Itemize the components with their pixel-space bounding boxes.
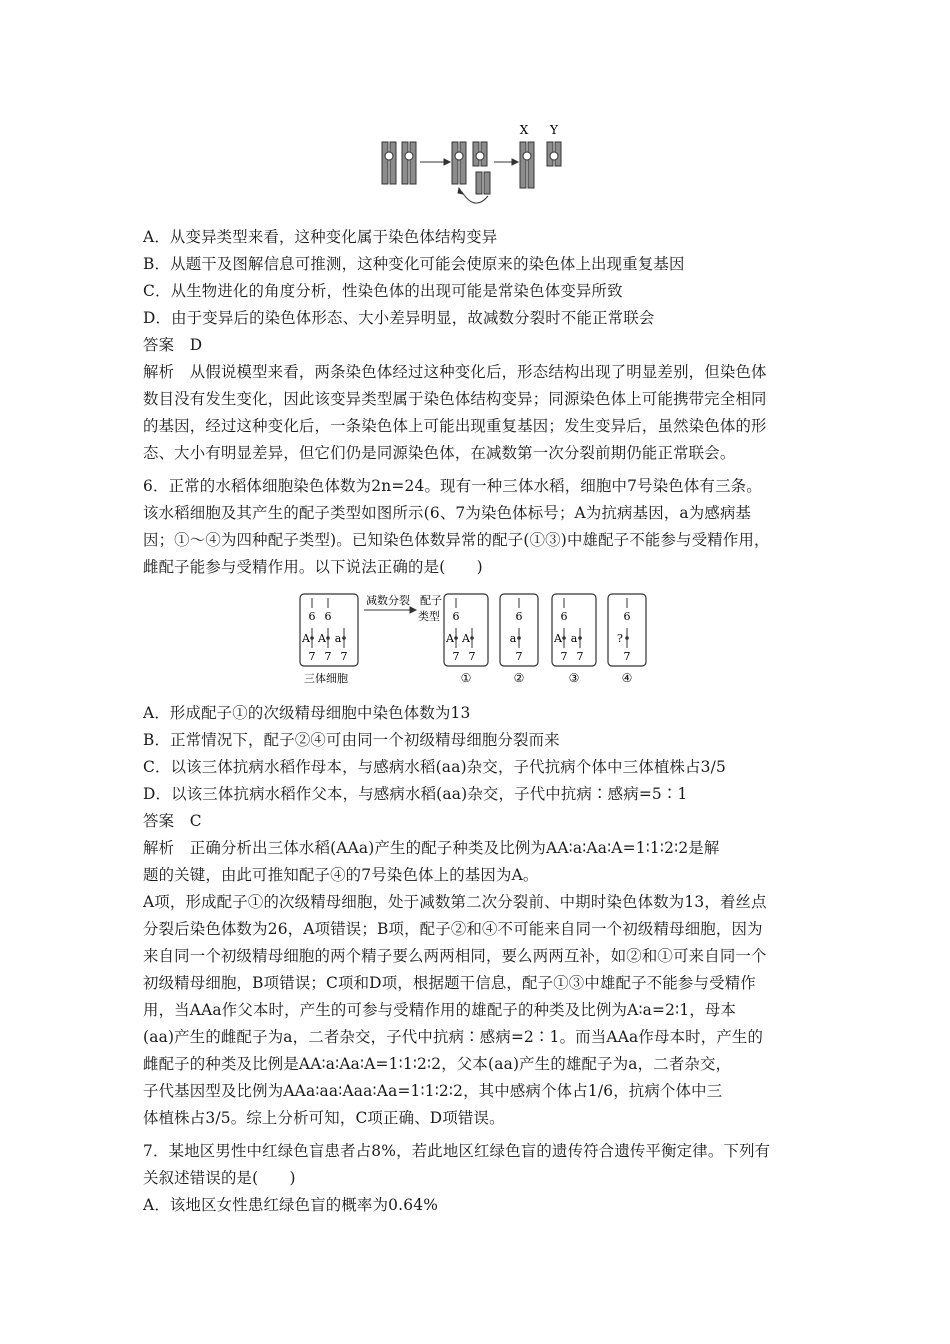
q6-analysis-line: A项，形成配子①的次级精母细胞，处于减数第二次分裂前、中期时染色体数为13，着丝点: [143, 893, 767, 911]
q6-analysis-line: (aa)产生的雌配子为a，二者杂交，子代中抗病∶感病=2∶1。而当AAa作母本时，产生的: [143, 1028, 764, 1046]
q5-analysis-line: 数目没有发生变化，因此该变异类型属于染色体结构变异；同源染色体上可能携带完全相同: [143, 390, 767, 408]
meiosis-arrow-label: 减数分裂: [366, 594, 410, 607]
chromosome-bar: [402, 142, 408, 184]
chromosome-6-label: 6: [324, 610, 332, 623]
q6-option-c: C．以该三体抗病水稻作母本，与感病水稻(aa)杂交，子代抗病个体中三体植株占3/5: [143, 758, 726, 776]
chromosome-7-label: 7: [515, 650, 523, 663]
chromosome-6-label: 6: [560, 610, 568, 623]
q5-option-c: C．从生物进化的角度分析，性染色体的出现可能是常染色体变异所致: [143, 282, 623, 300]
chromosome-7-label: 7: [324, 650, 332, 663]
q5-option-d: D．由于变异后的染色体形态、大小差异明显，故减数分裂时不能正常联会: [143, 309, 655, 327]
gene-label: ?: [617, 632, 623, 645]
gamete-box-1: [444, 594, 488, 666]
chromosome-bar: [410, 142, 416, 184]
q6-option-d: D．以该三体抗病水稻作父本，与感病水稻(aa)杂交，子代中抗病∶感病=5∶1: [143, 785, 688, 803]
chromosome-7-label: 7: [560, 650, 568, 663]
chromosome-bar: [484, 172, 490, 194]
gamete-box-3: [552, 594, 596, 666]
q6-analysis-line: 来自同一个初级精母细胞的两个精子要么两两相同，要么两两互补，如②和①可来自同一个: [143, 947, 767, 965]
gene-label: a: [570, 632, 578, 645]
chromosome-bar: [382, 142, 388, 184]
q6-stem-line: 因；①～④为四种配子类型)。已知染色体数异常的配子(①③)中雄配子不能参与受精作用，: [143, 531, 770, 549]
q6-analysis-line: 雌配子的种类及比例是AA∶a∶Aa∶A=1∶1∶2∶2，父本(aa)产生的雄配子为a，二者杂交，: [143, 1055, 732, 1073]
gene-label: a: [334, 632, 342, 645]
chromosome-bar: [528, 142, 534, 188]
chromosome-7-label: 7: [468, 650, 476, 663]
chromosome-bar: [520, 142, 526, 188]
trisomic-cell-caption: 三体细胞: [304, 672, 348, 685]
chromosome-6-label: 6: [452, 610, 460, 623]
q6-stem-line: 雌配子能参与受精作用。以下说法正确的是( ): [143, 558, 483, 576]
q6-stem-line: 该水稻细胞及其产生的配子类型如图所示(6、7为染色体标号；A为抗病基因，a为感病基: [143, 504, 752, 522]
gene-label: A: [302, 632, 310, 645]
q6-option-a: A．形成配子①的次级精母细胞中染色体数为13: [143, 704, 471, 722]
chromosome-bar: [460, 142, 466, 184]
q6-analysis-line: 用，当AAa作父本时，产生的可参与受精作用的雄配子的种类及比例为A∶a=2∶1，母本: [143, 1001, 737, 1019]
q6-analysis-line: 初级精母细胞，B项错误；C项和D项，根据题干信息，配子①③中雄配子不能参与受精作: [143, 974, 756, 992]
q5-option-b: B．从题干及图解信息可推测，这种变化可能会使原来的染色体上出现重复基因: [143, 255, 685, 273]
gene-label: A: [462, 632, 470, 645]
gene-label: A: [318, 632, 326, 645]
chromosome-6-label: 6: [308, 610, 316, 623]
q6-analysis-line: 体植株占3/5。综上分析可知，C项正确、D项错误。: [143, 1109, 505, 1127]
q5-analysis-line: 解析 从假说模型来看，两条染色体经过这种变化后，形态结构出现了明显差别，但染色体: [143, 363, 767, 381]
q7-option-a: A．该地区女性患红绿色盲的概率为0.64%: [143, 1196, 439, 1214]
gamete-number-label: ②: [513, 671, 525, 685]
q6-analysis-line: 题的关键，由此可推知配子④的7号染色体上的基因为A。: [143, 866, 539, 884]
chromosome-bar: [476, 172, 482, 194]
gamete-number-label: ①: [460, 671, 472, 685]
q5-answer: 答案 D: [143, 336, 203, 354]
gamete-number-label: ③: [568, 671, 580, 685]
chromosome-7-label: 7: [452, 650, 460, 663]
gamete-number-label: ④: [621, 671, 633, 685]
q6-answer: 答案 C: [143, 812, 202, 830]
q5-analysis-line: 的基因，经过这种变化后，一条染色体上可能出现重复基因；发生变异后，虽然染色体的形: [143, 417, 767, 435]
chromosome-variation-figure: [370, 122, 580, 214]
q7-stem-line: 关叙述错误的是( ): [143, 1169, 296, 1187]
q6-analysis-line: 子代基因型及比例为AAa∶aa∶Aaa∶Aa=1∶1∶2∶2，其中感病个体占1/6，抗病个体中三: [143, 1082, 723, 1100]
gene-label: A: [554, 632, 562, 645]
q7-stem-line: 7．某地区男性中红绿色盲患者占8%，若此地区红绿色盲的遗传符合遗传平衡定律。下列有: [143, 1142, 771, 1160]
q5-analysis-line: 态、大小有明显差异，但它们仍是同源染色体，在减数第一次分裂前期仍能正常联会。: [143, 444, 736, 462]
q6-analysis-line: 解析 正确分析出三体水稻(AAa)产生的配子种类及比例为AA∶a∶Aa∶A=1∶1∶2∶2是解: [143, 839, 720, 857]
chromosome-7-label: 7: [623, 650, 631, 663]
chromosome-bar: [452, 142, 458, 184]
gamete-type-label: 类型: [418, 610, 440, 623]
q6-stem-line: 6．正常的水稻体细胞染色体数为2n=24。现有一种三体水稻，细胞中7号染色体有三条。: [143, 477, 762, 495]
q5-option-a: A．从变异类型来看，这种变化属于染色体结构变异: [143, 228, 498, 246]
gene-label: A: [446, 632, 454, 645]
chromosome-6-label: 6: [623, 610, 631, 623]
gamete-type-label: 配子: [420, 594, 442, 607]
trisomy-gamete-figure: [292, 590, 662, 690]
chromosome-7-label: 7: [340, 650, 348, 663]
chromosome-7-label: 7: [308, 650, 316, 663]
chromosome-6-label: 6: [515, 610, 523, 623]
chromosome-7-label: 7: [576, 650, 584, 663]
x-chromosome-label: X: [519, 123, 529, 137]
q6-option-b: B．正常情况下，配子②④可由同一个初级精母细胞分裂而来: [143, 731, 560, 749]
q6-analysis-line: 分裂后染色体数为26，A项错误；B项，配子②和④不可能来自同一个初级精母细胞，因为: [143, 920, 763, 938]
chromosome-bar: [390, 142, 396, 184]
gene-label: a: [509, 632, 517, 645]
y-chromosome-label: Y: [550, 123, 558, 137]
